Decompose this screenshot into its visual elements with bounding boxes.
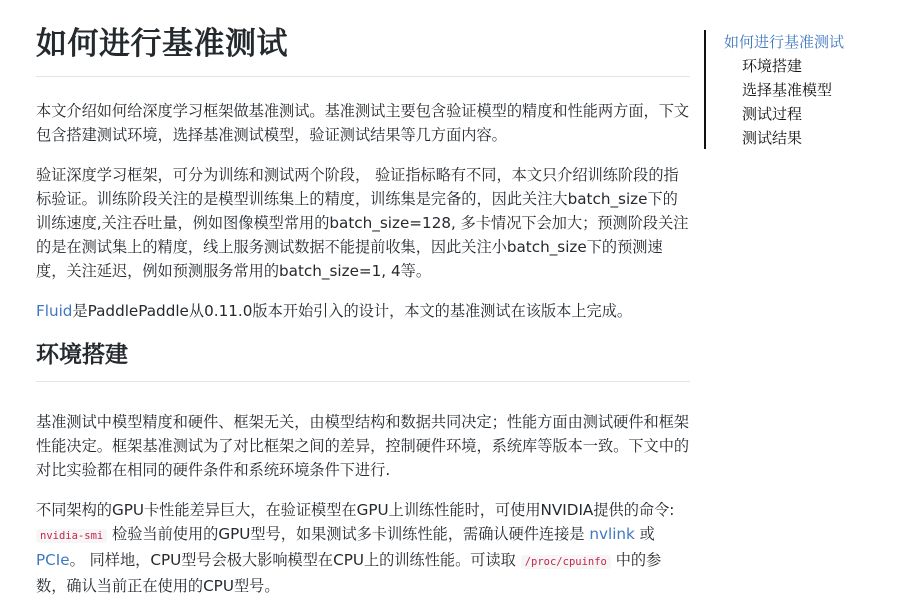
environment-paragraph: 基准测试中模型精度和硬件、框架无关，由模型结构和数据共同决定；性能方面由测试硬件和框架性能决定。框架基准测试为了对比框架之间的差异，控制硬件环境，系统库等版本一致。下文中的对比实验都在相同的硬件条件和系统环境条件下进行. [36, 413, 690, 479]
gpu-text-2: 检验当前使用的GPU型号，如果测试多卡训练性能，需确认硬件连接是 [107, 525, 590, 543]
main-content [36, 0, 690, 598]
nvidia-smi-code: nvidia-smi [36, 529, 107, 543]
page-title: 如何进行基准测试 [36, 0, 690, 77]
toc-item-title[interactable]: 如何进行基准测试 [724, 33, 845, 51]
cpuinfo-code: /proc/cpuinfo [521, 555, 611, 569]
fluid-paragraph [36, 299, 690, 323]
framework-validation-paragraph: 验证深度学习框架，可分为训练和测试两个阶段， 验证指标略有不同，本文只介绍训练阶段的指标验证。训练阶段关注的是模型训练集上的精度，训练集是完备的，因此关注大batch_size下的训练速度,关注吞吐量，例如图像模型常用的batch_size=128, 多卡情况下会加大；预测阶段关注的是在测试集上的精度，线上服务测试数据不能提前收集，因此关注小batch_size下的预测速度，关注延迟，例如预测服务常用的batch_size=1, 4等。 [36, 166, 689, 280]
gpu-paragraph [36, 498, 690, 598]
gpu-text-3: 或 [634, 525, 655, 543]
fluid-paragraph-text: 是PaddlePaddle从0.11.0版本开始引入的设计，本文的基准测试在该版本上完成。 [72, 302, 633, 320]
toc-item-select-model[interactable]: 选择基准模型 [742, 81, 833, 99]
gpu-text-5: 中的参数，确认当前正在使用的CPU型号。 [36, 551, 662, 595]
fluid-link[interactable]: Fluid [36, 302, 73, 320]
gpu-text-1: 不同架构的GPU卡性能差异巨大，在验证模型在GPU上训练性能时，可使用NVIDIA提供的命令: [36, 501, 675, 519]
table-of-contents [704, 30, 898, 149]
intro-paragraph: 本文介绍如何给深度学习框架做基准测试。基准测试主要包含验证模型的精度和性能两方面，下文包含搭建测试环境，选择基准测试模型，验证测试结果等几方面内容。 [36, 102, 690, 144]
pcie-link[interactable]: PCIe [36, 551, 70, 569]
toc-item-test-process[interactable]: 测试过程 [742, 105, 803, 123]
toc-item-test-results[interactable]: 测试结果 [742, 129, 803, 147]
section-heading-environment: 环境搭建 [36, 323, 690, 382]
toc-item-environment[interactable]: 环境搭建 [742, 57, 803, 75]
gpu-text-4: 。 同样地，CPU型号会极大影响模型在CPU上的训练性能。可读取 [69, 551, 521, 569]
nvlink-link[interactable]: nvlink [589, 525, 635, 543]
